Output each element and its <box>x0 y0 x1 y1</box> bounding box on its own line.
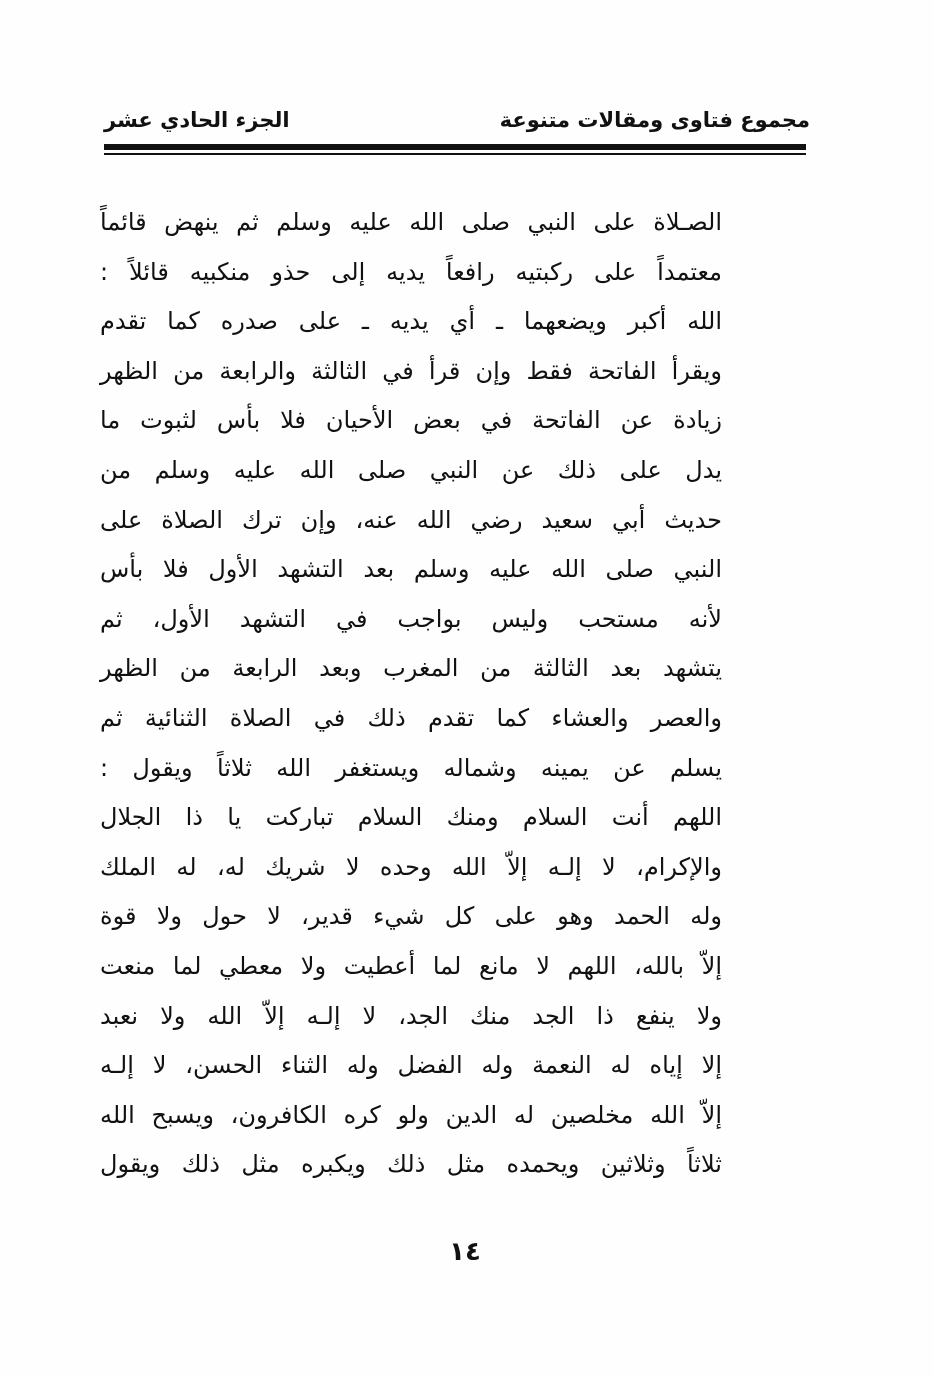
text-line: لأنه مستحب وليس بواجب في التشهد الأول، ثم <box>100 604 722 633</box>
text-line: الصـلاة على النبي صلى الله عليه وسلم ثم ينهض قائماً <box>100 208 722 236</box>
book-title: مجموع فتاوى ومقالات متنوعة <box>499 108 810 132</box>
text-line: يسلم عن يمينه وشماله ويستغفر الله ثلاثاً ويقول : <box>100 753 722 782</box>
text-line: يدل على ذلك عن النبي صلى الله عليه وسلم من <box>100 455 722 484</box>
text-line: اللهم أنت السلام ومنك السلام تباركت يا ذا الجلال <box>100 803 722 832</box>
text-line: إلاّ الله مخلصين له الدين ولو كره الكافرون، ويسبح الله <box>100 1100 722 1129</box>
text-line: إلا إياه له النعمة وله الفضل وله الثناء الحسن، لا إلـه <box>100 1051 722 1080</box>
text-line: يتشهد بعد الثالثة من المغرب وبعد الرابعة من الظهر <box>100 654 722 683</box>
volume-label: الجزء الحادي عشر <box>104 108 290 132</box>
page-number: ١٤ <box>449 1237 481 1267</box>
text-line: زيادة عن الفاتحة في بعض الأحيان فلا بأس لثبوت ما <box>100 406 722 435</box>
body-text <box>100 198 722 1190</box>
text-line: حديث أبي سعيد رضي الله عنه، وإن ترك الصلاة على <box>100 505 722 534</box>
text-line: إلاّ بالله، اللهم لا مانع لما أعطيت ولا معطي لما منعت <box>100 951 722 980</box>
text-line: وله الحمد وهو على كل شيء قدير، لا حول ولا قوة <box>100 902 722 931</box>
text-line: النبي صلى الله عليه وسلم بعد التشهد الأول فلا بأس <box>100 555 722 584</box>
header-rule-thin <box>104 153 806 155</box>
text-line: معتمداً على ركبتيه رافعاً يديه إلى حذو منكبيه قائلاً : <box>100 257 722 286</box>
running-header <box>104 100 810 140</box>
text-line: ولا ينفع ذا الجد منك الجد، لا إلـه إلاّ الله ولا نعبد <box>100 1001 722 1030</box>
text-line: الله أكبر ويضعهما ـ أي يديه ـ على صدره كما تقدم <box>100 307 722 336</box>
text-line: والإكرام، لا إلـه إلاّ الله وحده لا شريك له، له الملك <box>100 852 722 881</box>
text-line: والعصر والعشاء كما تقدم ذلك في الصلاة الثنائية ثم <box>100 703 722 732</box>
header-rule-thick <box>104 144 806 150</box>
text-line: ويقرأ الفاتحة فقط وإن قرأ في الثالثة والرابعة من الظهر <box>100 356 722 385</box>
text-line: ثلاثاً وثلاثين ويحمده مثل ذلك ويكبره مثل ذلك ويقول <box>100 1150 722 1179</box>
